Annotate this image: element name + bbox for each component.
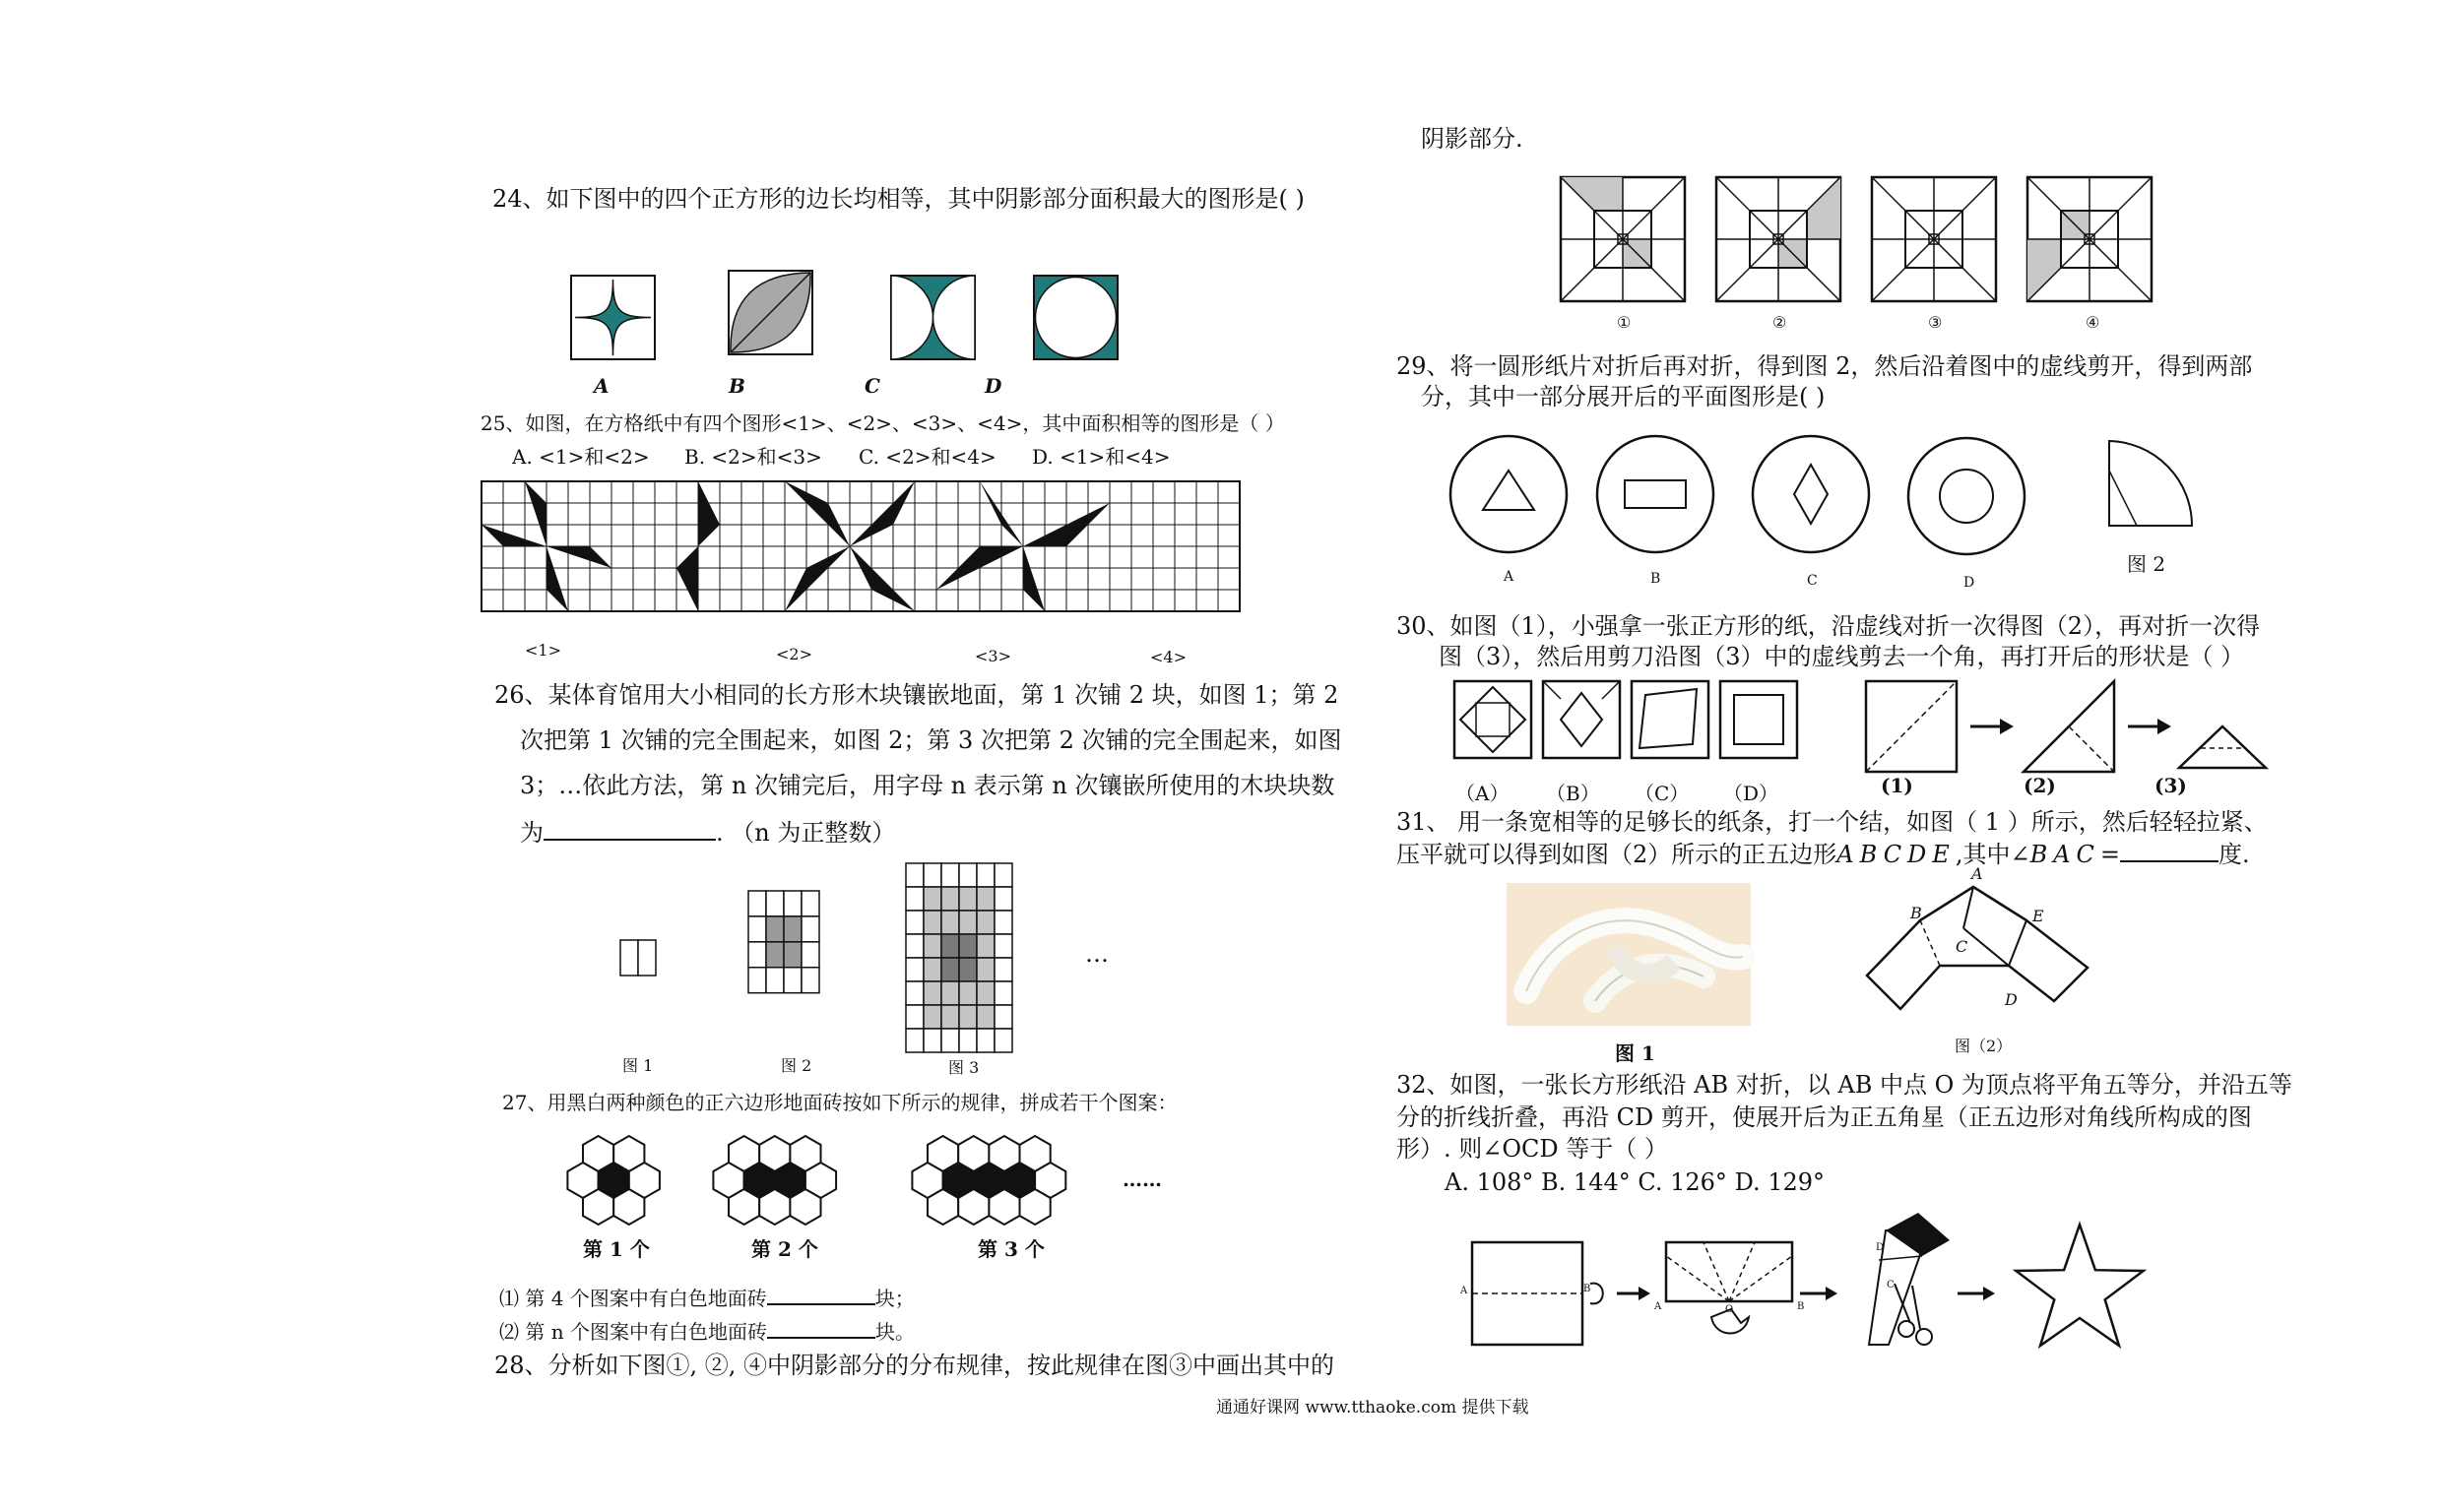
q28-label-4: ④ [2086, 313, 2100, 332]
q27-sub1-blank[interactable] [767, 1286, 875, 1305]
q30-line-2: 图（3），然后用剪刀沿图（3）中的虚线剪去一个角，再打开后的形状是（ ） [1439, 643, 2245, 670]
q30-option-b [1543, 681, 1620, 758]
q29-option-c [1753, 436, 1869, 552]
q24-label-b: B [729, 374, 745, 398]
q26-line-4-suffix: . （n 为正整数） [716, 819, 896, 847]
q31-fig-2-pentagon [1861, 881, 2117, 1029]
q32-rectangle [1472, 1242, 1582, 1345]
q32-line-2: 分的折线折叠，再沿 CD 剪开，使展开后为正五角星（正五边形对角线所构成的图 [1396, 1103, 2252, 1131]
q30-arrow-1 [1970, 719, 2014, 734]
q31-fig2-label: 图（2） [1955, 1037, 2013, 1055]
q28-text: 28、分析如下图①, ②, ④中阴影部分的分布规律，按此规律在图③中画出其中的 [494, 1352, 1335, 1379]
q27-sub-2: ⑵ 第 n 个图案中有白色地面砖 块。 [499, 1320, 915, 1344]
q29-label-b: B [1650, 571, 1661, 587]
q30-option-label-a: （A） [1455, 782, 1510, 805]
q29-fig2-label: 图 2 [2127, 552, 2166, 576]
q30-line-1: 30、如图（1），小强拿一张正方形的纸，沿虚线对折一次得图（2），再对折一次得 [1396, 612, 2261, 640]
q32-star-shape [2016, 1225, 2143, 1346]
q25-option-c: C. <2>和<4> [859, 445, 996, 469]
q24-figure-c [891, 276, 975, 359]
q26-line-2: 次把第 1 次铺的完全围起来，如图 2；第 3 次把第 2 次铺的完全围起来，如图 [520, 726, 1342, 754]
q30-option-a [1454, 681, 1531, 758]
q31-vertex-a: A [1971, 864, 1983, 883]
q27-text: 27、用黑白两种颜色的正六边形地面砖按如下所示的规律，拼成若干个图案： [502, 1091, 1178, 1114]
q28-continued: 阴影部分. [1421, 125, 1523, 153]
q28-square-4 [2027, 177, 2152, 301]
q25-label-4: <4> [1150, 648, 1187, 666]
q29-option-b [1597, 436, 1713, 552]
q27-ellipsis: …… [1123, 1167, 1162, 1191]
q32-folded [1666, 1242, 1792, 1334]
q29-figures [1447, 433, 2216, 561]
q24-text: 24、如下图中的四个正方形的边长均相等，其中阴影部分面积最大的图形是( ) [492, 185, 1305, 213]
q30-option-label-b: （B） [1546, 782, 1600, 805]
q30-step-1 [1866, 681, 1957, 772]
q26-fig-1 [620, 940, 656, 976]
q32-point-a2: A [1654, 1301, 1662, 1312]
q32-figures [1457, 1201, 2166, 1358]
q32-star [2016, 1225, 2143, 1346]
q32-line-3: 形）. 则∠OCD 等于（ ） [1396, 1135, 1668, 1163]
q26-fig3-label: 图 3 [948, 1058, 980, 1077]
q28-square-2 [1716, 177, 1840, 301]
q32-point-o: O [1725, 1304, 1734, 1315]
q25-option-d: D. <1>和<4> [1032, 445, 1171, 469]
q29-label-c: C [1807, 573, 1818, 589]
q29-label-a: A [1504, 569, 1514, 585]
q31-vertex-c: C [1956, 937, 1968, 956]
q24-label-c: C [865, 374, 880, 398]
q26-line-3: 3；…依此方法，第 n 次铺完后，用字母 n 表示第 n 次镶嵌所使用的木块块数 [520, 772, 1335, 799]
q32-cone [1869, 1213, 1950, 1345]
q31-vertex-b: B [1910, 904, 1922, 922]
q30-step-2 [2024, 681, 2114, 772]
q28-figures [1561, 175, 2112, 308]
q25-grid-figure [480, 479, 1244, 617]
q30-option-d [1720, 681, 1797, 758]
q28-label-1: ① [1617, 313, 1632, 332]
q26-line-1: 26、某体育馆用大小相同的长方形木块镶嵌地面，第 1 次铺 2 块，如图 1；第 2 [494, 681, 1339, 709]
q27-fig3-label: 第 3 个 [978, 1237, 1045, 1261]
q29-option-a [1450, 436, 1567, 552]
q26-line-4-prefix: 为 [520, 819, 544, 847]
q31-vertex-d: D [2005, 990, 2018, 1009]
q25-option-b: B. <2>和<3> [684, 445, 822, 469]
q26-fig2-label: 图 2 [781, 1056, 812, 1075]
q25-label-3: <3> [975, 647, 1011, 665]
q29-line-1: 29、将一圆形纸片对折后再对折，得到图 2，然后沿着图中的虚线剪开，得到两部 [1396, 352, 2253, 380]
q31-line-1: 31、 用一条宽相等的足够长的纸条，打一个结，如图（ 1 ）所示，然后轻轻拉紧、 [1396, 808, 2268, 836]
q32-point-b2: B [1797, 1301, 1805, 1312]
q26-fig1-label: 图 1 [622, 1056, 654, 1075]
q30-arrow-2 [2128, 719, 2171, 734]
q27-sub2-blank[interactable] [767, 1319, 875, 1339]
q32-point-c: C [1887, 1280, 1895, 1291]
q25-label-1: <1> [525, 641, 561, 660]
q24-label-d: D [985, 374, 1002, 398]
q29-fig-2 [2109, 441, 2192, 526]
q27-sub-1: ⑴ 第 4 个图案中有白色地面砖 块； [499, 1287, 915, 1310]
q30-step-label-1: (1) [1881, 774, 1913, 797]
q32-arrow-2 [1800, 1287, 1837, 1300]
q24-figures [561, 266, 1152, 394]
q25-text: 25、如图，在方格纸中有四个图形<1>、<2>、<3>、<4>，其中面积相等的图形是（ ） [481, 411, 1285, 435]
q26-ellipsis: … [1085, 940, 1109, 968]
q25-option-a: A. <1>和<2> [512, 445, 650, 469]
q30-option-label-c: （C） [1635, 782, 1690, 805]
q26-figures [611, 861, 1162, 1058]
q30-option-label-d: （D） [1723, 782, 1779, 805]
q24-figure-b [729, 271, 812, 354]
q30-option-c [1632, 681, 1708, 758]
footer-text: 通通好课网 www.tthaoke.com 提供下载 [1216, 1398, 1529, 1418]
q32-point-d: D [1876, 1242, 1885, 1253]
q26-fig-3 [906, 863, 1012, 1052]
q32-point-b1: B [1583, 1284, 1591, 1294]
q32-fold-arrow-1 [1590, 1284, 1650, 1304]
q28-label-2: ② [1772, 313, 1787, 332]
q27-hex-figures [571, 1132, 1103, 1230]
q29-label-d: D [1963, 575, 1975, 591]
q26-line-4 [520, 817, 895, 848]
q30-figures [1452, 679, 2299, 778]
q30-step-3 [2179, 726, 2266, 768]
q32-arrow-3 [1958, 1287, 1995, 1300]
q24-figure-d [1034, 276, 1118, 359]
q28-square-1 [1561, 177, 1685, 301]
q26-fig-2 [748, 891, 819, 993]
q32-line-1: 32、如图，一张长方形纸沿 AB 对折，以 AB 中点 O 为顶点将平角五等分，并沿五等 [1396, 1071, 2292, 1099]
q25-label-2: <2> [776, 645, 812, 663]
q32-point-a1: A [1460, 1286, 1468, 1296]
q29-line-2: 分，其中一部分展开后的平面图形是( ) [1421, 383, 1826, 410]
q24-figure-a [571, 276, 655, 359]
q27-fig2-label: 第 2 个 [751, 1237, 818, 1261]
q31-answer-blank[interactable] [2120, 839, 2218, 862]
q30-step-label-2: (2) [2024, 774, 2056, 797]
q28-square-3 [1872, 177, 1996, 301]
q27-fig1-label: 第 1 个 [583, 1237, 650, 1261]
q31-line-2: 压平就可以得到如图（2）所示的正五边形ABCDE,其中∠BAC= 度. [1396, 841, 2250, 868]
q24-label-a: A [594, 374, 610, 398]
q26-answer-blank[interactable] [544, 817, 716, 841]
q28-label-3: ③ [1928, 313, 1943, 332]
q32-options: A. 108° B. 144° C. 126° D. 129° [1445, 1168, 1826, 1196]
q30-step-label-3: (3) [2154, 774, 2187, 797]
q31-fig-1-photo [1507, 883, 1751, 1026]
q29-option-d [1908, 438, 2025, 554]
q31-vertex-e: E [2032, 907, 2044, 925]
q31-fig1-label: 图 1 [1615, 1041, 1655, 1065]
